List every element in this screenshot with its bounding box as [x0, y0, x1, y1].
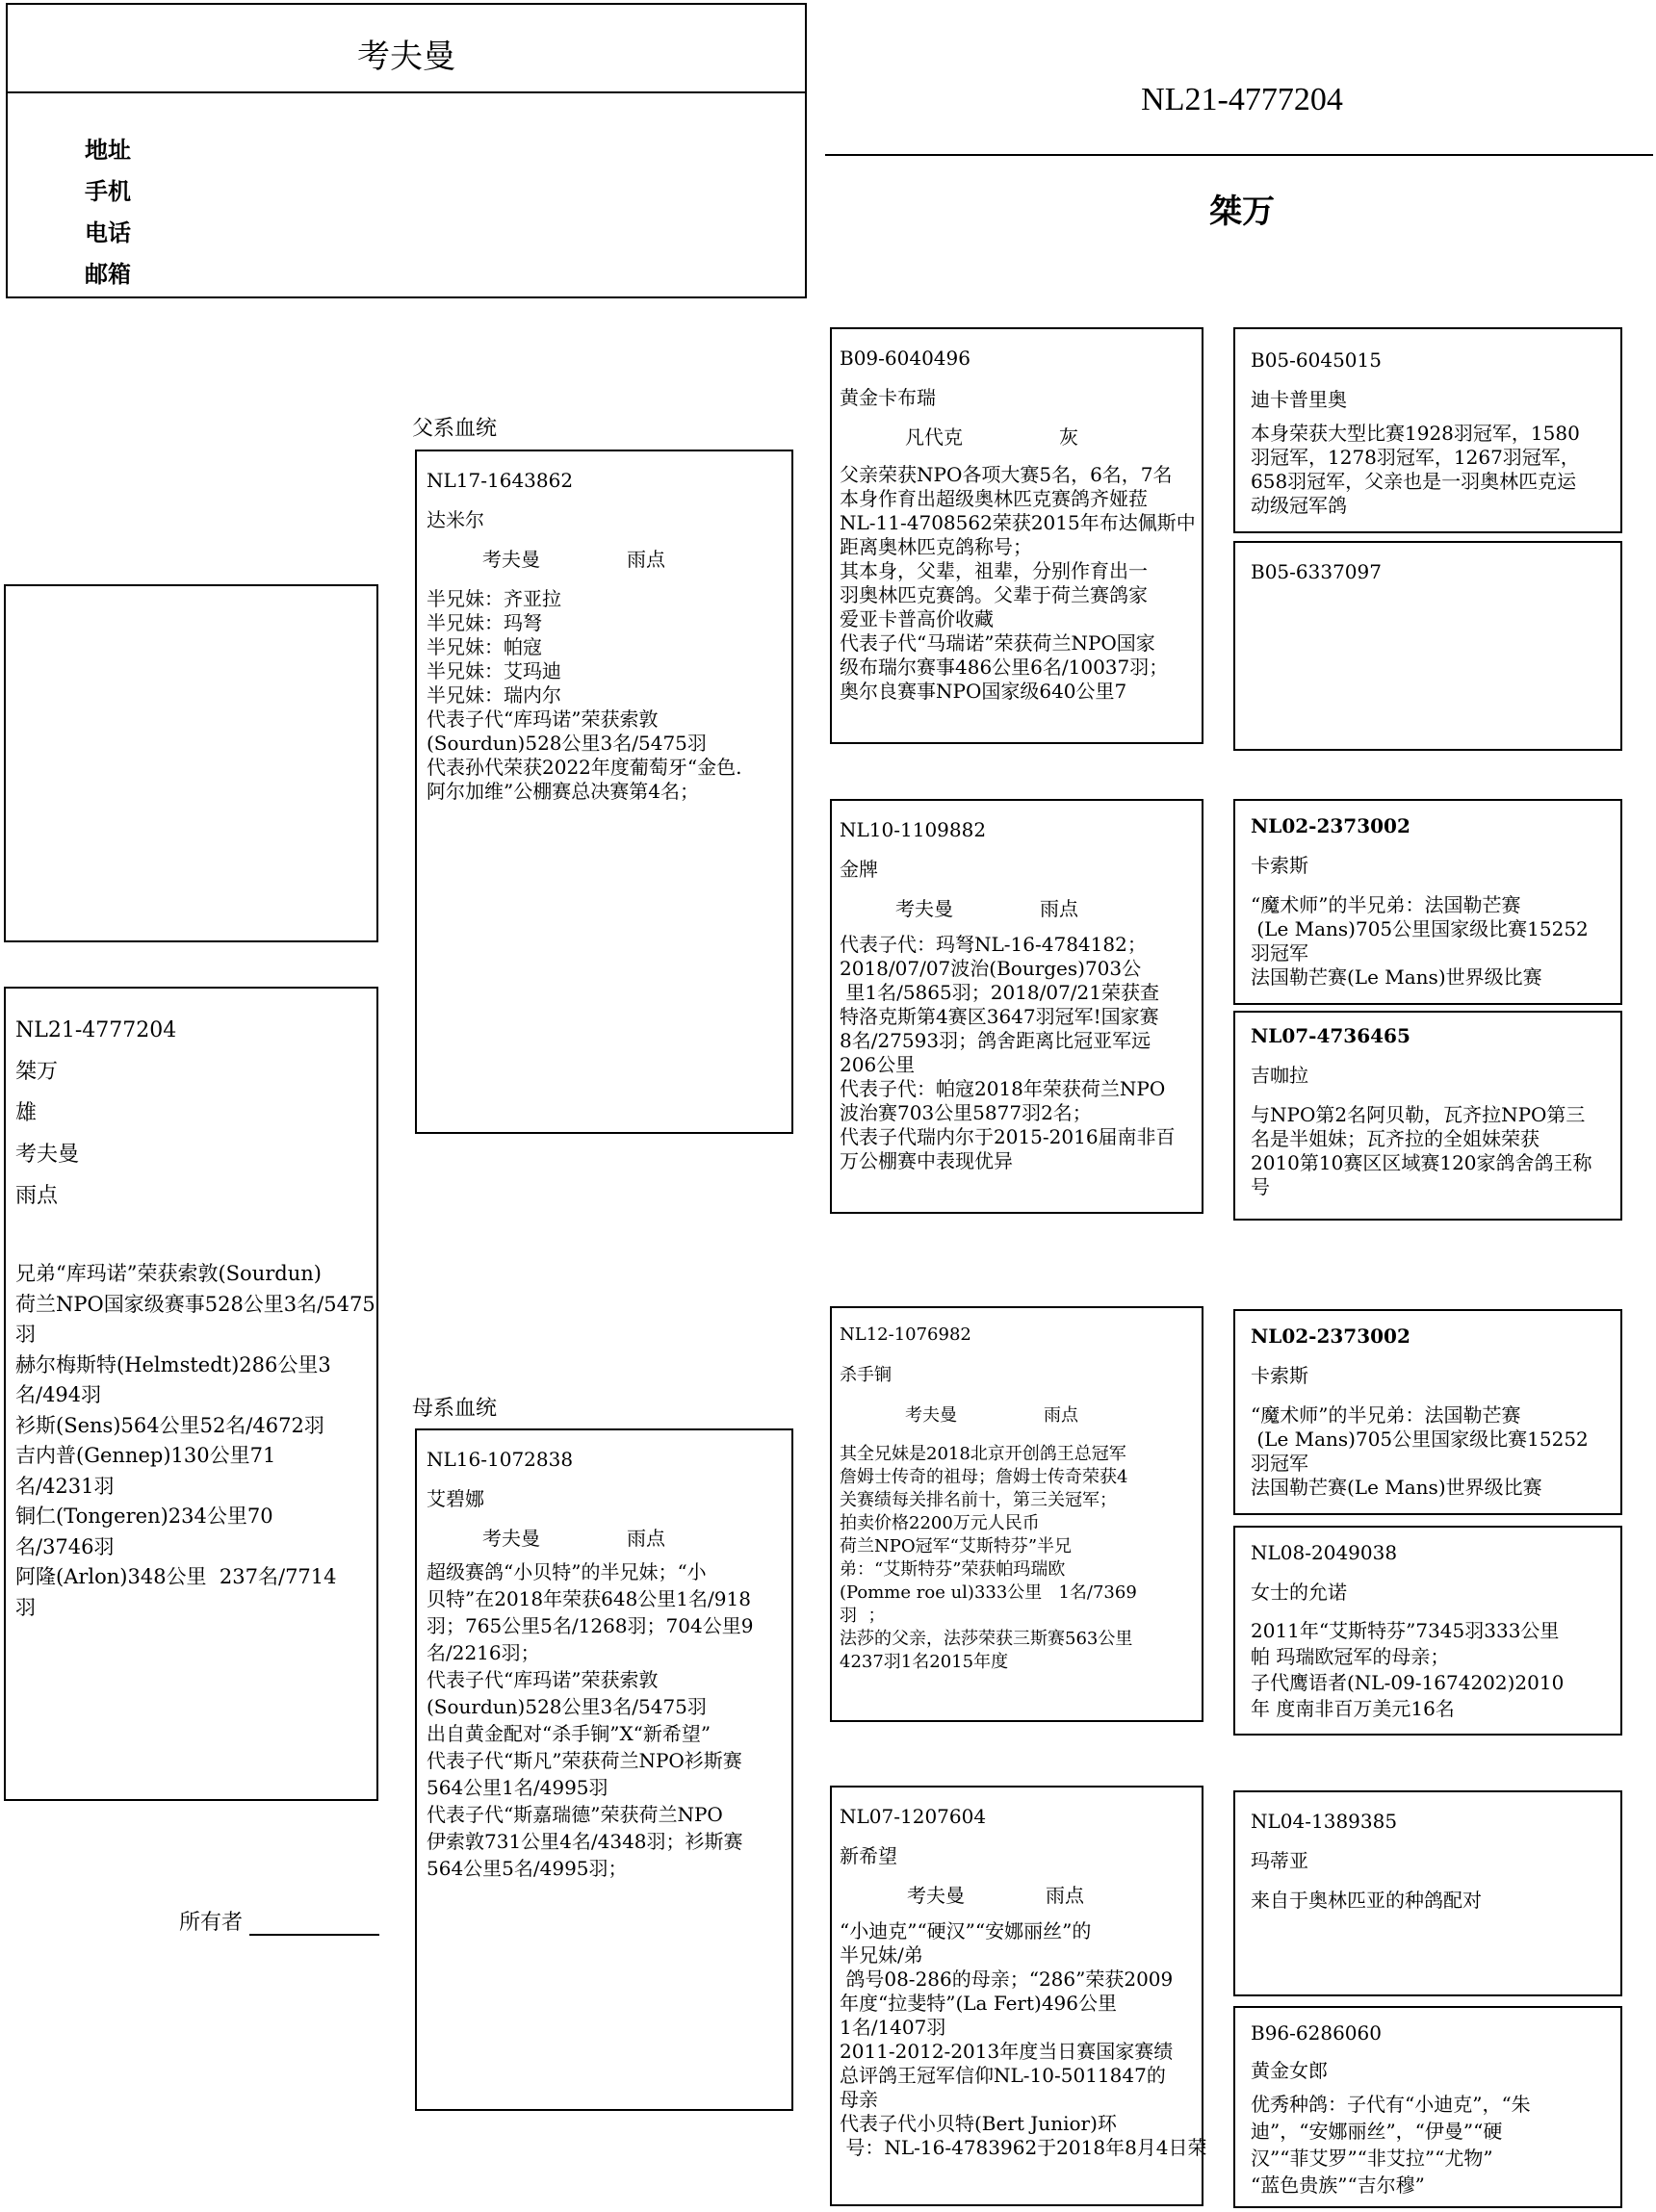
- paternal-label: 父系血统: [412, 417, 498, 441]
- note-line: 詹姆士传奇的祖母；詹姆士传奇荣获4: [840, 1467, 1128, 1487]
- note-line: 代表子代“斯嘉瑞德”荣获荷兰NPO: [427, 1803, 723, 1826]
- note-line: 1名/1407羽: [840, 2016, 946, 2039]
- note-line: 优秀种鸽：子代有“小迪克”，“朱: [1251, 2093, 1531, 2116]
- note-line: 距离奥林匹克鸽称号；: [840, 535, 1032, 558]
- granddam2-box: [830, 1786, 1207, 2206]
- granddam2-ring: NL07-1207604: [840, 1805, 987, 1828]
- header-ring: NL21-4777204: [1141, 82, 1343, 117]
- note-line: 半兄妹：瑞内尔: [427, 683, 561, 707]
- great-grandsire2-ring: NL02-2373002: [1251, 814, 1410, 837]
- note-line: 伊索敦731公里4名/4348羽；衫斯赛: [427, 1830, 743, 1853]
- owner-signature: [179, 1906, 379, 1936]
- granddam2-notes: [840, 1919, 1207, 2160]
- note-line: 羽奥林匹克赛鸽。父辈于荷兰赛鸽家: [840, 583, 1148, 606]
- note-line: (Sourdun)528公里3名/5475羽: [427, 732, 707, 755]
- note-line: 名/4231羽: [15, 1474, 115, 1498]
- note-line: “魔术师”的半兄弟：法国勒芒赛: [1251, 893, 1521, 916]
- note-line: 代表子代“斯凡”荣获荷兰NPO衫斯赛: [427, 1749, 742, 1772]
- sire-breeder: 考夫曼: [482, 548, 540, 571]
- note-line: 代表子代小贝特(Bert Junior)环: [840, 2112, 1117, 2135]
- great-grandsire3-notes: [1251, 1403, 1605, 1500]
- dam-name: 艾碧娜: [427, 1487, 484, 1510]
- great-granddam2-name: 吉咖拉: [1251, 1064, 1308, 1087]
- note-line: 号：NL-16-4783962于2018年8月4日荣: [840, 2136, 1207, 2159]
- note-line: 帕 玛瑞欧冠军的母亲；: [1251, 1645, 1450, 1668]
- great-grandsire3-box: [1233, 1309, 1622, 1515]
- grandsire2-notes: [840, 1443, 1194, 1674]
- note-line: 名/2216羽；: [427, 1641, 540, 1664]
- sire-notes: [427, 587, 782, 804]
- note-line: 鸽号08-286的母亲；“286”荣获2009: [840, 1968, 1174, 1991]
- note-line: 赫尔梅斯特(Helmstedt)286公里3: [15, 1352, 331, 1376]
- great-grandsire1-ring: B05-6045015: [1251, 348, 1382, 372]
- note-line: NL-11-4708562荣获2015年布达佩斯中: [840, 511, 1196, 534]
- dam-notes: [427, 1558, 782, 1882]
- grandsire2-breeder-color: [905, 1404, 1194, 1428]
- grandsire1-notes: [840, 463, 1194, 704]
- note-line: 4237羽1名2015年度: [840, 1652, 1009, 1672]
- note-line: 658羽冠军，父亲也是一羽奥林匹克运: [1251, 470, 1577, 493]
- note-line: 阿隆(Arlon)348公里 237名/7714: [15, 1565, 337, 1588]
- great-grandsire4-name: 玛蒂亚: [1251, 1849, 1308, 1872]
- note-line: 羽冠军: [1251, 941, 1308, 965]
- note-line: 动级冠军鸽: [1251, 494, 1347, 517]
- note-line: “魔术师”的半兄弟：法国勒芒赛: [1251, 1403, 1521, 1427]
- photo-frame: [4, 584, 378, 942]
- owner-phone-label: 电话: [85, 219, 131, 246]
- great-granddam4-ring: B96-6286060: [1251, 2021, 1382, 2045]
- note-line: 半兄妹：玛弩: [427, 611, 542, 634]
- sire-color: 雨点: [627, 548, 665, 571]
- grandsire2-ring: NL12-1076982: [840, 1325, 971, 1345]
- owner-divider: [8, 91, 805, 93]
- signature-line: [249, 1911, 379, 1936]
- great-granddam2-notes: [1251, 1103, 1605, 1199]
- grandsire1-ring: B09-6040496: [840, 347, 970, 370]
- note-line: 代表子代：帕寇2018年荣获荷兰NPO: [840, 1077, 1166, 1100]
- note-line: 荷兰NPO国家级赛事528公里3名/5475: [15, 1292, 375, 1316]
- dam-breeder-color: [482, 1527, 782, 1551]
- subject-notes: [15, 1259, 375, 1623]
- note-line: 级布瑞尔赛事486公里6名/10037羽；: [840, 656, 1169, 679]
- granddam2-name: 新希望: [840, 1844, 897, 1867]
- note-line: 代表子代：玛弩NL-16-4784182；: [840, 933, 1147, 956]
- owner-fields: [85, 130, 131, 296]
- granddam1-color: 雨点: [1040, 897, 1078, 920]
- note-line: 奥尔良赛事NPO国家级640公里7: [840, 680, 1127, 703]
- note-line: 羽 ；: [840, 1606, 886, 1626]
- note-line: 代表子代“库玛诺”荣获索敦: [427, 707, 659, 731]
- note-line: 阿尔加维”公棚赛总决赛第4名；: [427, 780, 699, 803]
- note-line: 半兄妹：齐亚拉: [427, 587, 561, 610]
- great-granddam3-notes: [1251, 1618, 1605, 1722]
- note-line: 法莎的父亲，法莎荣获三斯赛563公里: [840, 1629, 1133, 1649]
- great-grandsire2-box: [1233, 799, 1622, 1005]
- great-granddam4-name: 黄金女郎: [1251, 2059, 1328, 2082]
- note-line: (Le Mans)705公里国家级比赛15252: [1251, 1428, 1589, 1451]
- note-line: 羽: [15, 1323, 36, 1346]
- note-line: 迪”，“安娜丽丝”，“伊曼”“硬: [1251, 2120, 1503, 2143]
- note-line: 贝特”在2018年荣获648公里1名/918: [427, 1587, 751, 1610]
- note-line: “小迪克”“硬汉”“安娜丽丝”的: [840, 1919, 1092, 1942]
- great-granddam4-box: [1233, 2006, 1622, 2208]
- granddam1-box: [830, 799, 1203, 1214]
- note-line: 吉内普(Gennep)130公里71: [15, 1444, 276, 1467]
- note-line: 爱亚卡普高价收藏: [840, 607, 994, 630]
- granddam2-breeder: 考夫曼: [907, 1884, 965, 1907]
- great-grandsire1-notes: [1251, 422, 1605, 518]
- note-line: 与NPO第2名阿贝勒，瓦齐拉NPO第三: [1251, 1103, 1586, 1126]
- great-granddam1-box: [1233, 541, 1622, 751]
- great-grandsire3-name: 卡索斯: [1251, 1364, 1308, 1387]
- owner-signature-label: 所有者: [179, 1911, 244, 1935]
- great-granddam3-name: 女士的允诺: [1251, 1581, 1347, 1604]
- great-grandsire2-name: 卡索斯: [1251, 854, 1308, 877]
- sire-ring: NL17-1643862: [427, 469, 574, 492]
- note-line: 羽冠军: [1251, 1452, 1308, 1475]
- note-line: 波治赛703公里5877羽2名；: [840, 1101, 1092, 1124]
- note-line: 兄弟“库玛诺”荣获索敦(Sourdun): [15, 1262, 322, 1285]
- note-line: 弟：“艾斯特芬”荣获帕玛瑞欧: [840, 1559, 1066, 1580]
- note-line: 代表子代瑞内尔于2015-2016届南非百: [840, 1125, 1176, 1148]
- grandsire1-breeder: 凡代克: [905, 425, 963, 449]
- sire-box: [415, 450, 793, 1134]
- note-line: 其全兄妹是2018北京开创鸽王总冠军: [840, 1444, 1126, 1464]
- maternal-label: 母系血统: [412, 1397, 498, 1421]
- note-line: 代表子代“马瑞诺”荣获荷兰NPO国家: [840, 631, 1155, 655]
- note-line: 羽冠军，1278羽冠军，1267羽冠军，: [1251, 446, 1580, 469]
- note-line: 代表子代“库玛诺”荣获索敦: [427, 1668, 659, 1691]
- note-line: 关赛绩每关排名前十，第三关冠军；: [840, 1490, 1117, 1510]
- granddam2-color: 雨点: [1046, 1884, 1084, 1907]
- great-grandsire1-name: 迪卡普里奥: [1251, 388, 1347, 411]
- note-line: 年度“拉斐特”(La Fert)496公里: [840, 1992, 1118, 2015]
- dam-breeder: 考夫曼: [482, 1527, 540, 1550]
- note-line: 万公棚赛中表现优异: [840, 1149, 1013, 1172]
- granddam1-name: 金牌: [840, 858, 878, 881]
- note-line: 法国勒芒赛(Le Mans)世界级比赛: [1251, 965, 1542, 989]
- grandsire2-name: 杀手锏: [840, 1365, 892, 1385]
- great-grandsire4-ring: NL04-1389385: [1251, 1810, 1398, 1833]
- owner-box: [6, 3, 807, 298]
- subject-color: 雨点: [15, 1184, 59, 1208]
- note-line: “蓝色贵族”“吉尔穆”: [1251, 2173, 1425, 2197]
- great-grandsire1-box: [1233, 327, 1622, 533]
- grandsire1-color: 灰: [1059, 425, 1078, 449]
- note-line: 206公里: [840, 1053, 916, 1076]
- granddam1-notes: [840, 933, 1194, 1173]
- great-granddam2-box: [1233, 1011, 1622, 1221]
- header-name: 桀万: [1209, 193, 1275, 231]
- note-line: 荷兰NPO冠军“艾斯特芬”半兄: [840, 1536, 1073, 1556]
- note-line: 总评鸽王冠军信仰NL-10-5011847的: [840, 2064, 1166, 2087]
- note-line: 拍卖价格2200万元人民币: [840, 1513, 1040, 1533]
- note-line: 超级赛鸽“小贝特”的半兄妹；“小: [427, 1560, 707, 1583]
- note-line: 其本身，父辈，祖辈，分别作育出一: [840, 559, 1148, 582]
- subject-ring: NL21-4777204: [15, 1018, 177, 1042]
- owner-name: 考夫曼: [357, 38, 455, 76]
- grandsire2-breeder: 考夫曼: [905, 1405, 957, 1426]
- note-line: 羽；765公里5名/1268羽；704公里9: [427, 1614, 754, 1637]
- great-granddam4-notes: [1251, 2091, 1605, 2199]
- great-grandsire4-notes: [1251, 1889, 1605, 1913]
- note-line: 本身作育出超级奥林匹克赛鸽齐娅菈: [840, 487, 1148, 510]
- grandsire1-name: 黄金卡布瑞: [840, 386, 936, 409]
- dam-ring: NL16-1072838: [427, 1448, 574, 1471]
- note-line: 特洛克斯第4赛区3647羽冠军!国家赛: [840, 1005, 1159, 1028]
- grandsire1-breeder-color: [905, 425, 1194, 450]
- note-line: 父亲荣获NPO各项大赛5名，6名，7名: [840, 463, 1173, 486]
- note-line: 2018/07/07波治(Bourges)703公: [840, 957, 1142, 980]
- note-line: 名/494羽: [15, 1383, 102, 1406]
- note-line: 名是半姐妹；瓦齐拉的全姐妹荣获: [1251, 1127, 1540, 1150]
- granddam2-breeder-color: [907, 1884, 1194, 1908]
- subject-breeder: 考夫曼: [15, 1143, 80, 1167]
- granddam1-ring: NL10-1109882: [840, 818, 987, 841]
- note-line: 来自于奥林匹亚的种鸽配对: [1251, 1889, 1482, 1912]
- note-line: 半兄妹：帕寇: [427, 635, 542, 658]
- great-grandsire3-ring: NL02-2373002: [1251, 1325, 1410, 1348]
- note-line: 2011-2012-2013年度当日赛国家赛绩: [840, 2040, 1174, 2063]
- great-granddam1-ring: B05-6337097: [1251, 560, 1382, 583]
- great-granddam2-ring: NL07-4736465: [1251, 1024, 1410, 1047]
- header-divider: [825, 154, 1653, 156]
- dam-color: 雨点: [627, 1527, 665, 1550]
- note-line: 子代鹰语者(NL-09-1674202)2010: [1251, 1671, 1565, 1694]
- great-grandsire2-notes: [1251, 893, 1605, 990]
- granddam1-breeder: 考夫曼: [895, 897, 953, 920]
- dam-box: [415, 1428, 793, 2111]
- grandsire2-color: 雨点: [1044, 1405, 1078, 1426]
- note-line: 半兄妹：艾玛迪: [427, 659, 561, 682]
- note-line: 年 度南非百万美元16名: [1251, 1697, 1455, 1720]
- note-line: 8名/27593羽；鸽舍距离比冠亚军远: [840, 1029, 1151, 1052]
- sire-breeder-color: [482, 548, 782, 572]
- note-line: 半兄妹/弟: [840, 1943, 923, 1967]
- note-line: 出自黄金配对“杀手锏”X“新希望”: [427, 1722, 712, 1745]
- note-line: 衫斯(Sens)564公里52名/4672羽: [15, 1413, 324, 1437]
- owner-mobile-label: 手机: [85, 178, 131, 205]
- note-line: 羽: [15, 1595, 36, 1619]
- note-line: 2010第10赛区区域赛120家鸽舍鸽王称: [1251, 1151, 1592, 1174]
- grandsire2-box: [830, 1306, 1203, 1722]
- note-line: 564公里1名/4995羽: [427, 1776, 608, 1799]
- note-line: (Sourdun)528公里3名/5475羽: [427, 1695, 707, 1718]
- note-line: 2011年“艾斯特芬”7345羽333公里: [1251, 1619, 1560, 1642]
- note-line: 号: [1251, 1175, 1270, 1198]
- subject-box: [4, 987, 378, 1801]
- granddam1-breeder-color: [895, 897, 1194, 921]
- subject-name: 桀万: [15, 1060, 59, 1084]
- note-line: 铜仁(Tongeren)234公里70: [15, 1505, 273, 1528]
- great-granddam3-ring: NL08-2049038: [1251, 1541, 1398, 1564]
- note-line: 母亲: [840, 2088, 878, 2111]
- grandsire1-box: [830, 327, 1203, 744]
- note-line: 代表孙代荣获2022年度葡萄牙“金色.: [427, 756, 742, 779]
- great-granddam3-box: [1233, 1526, 1622, 1736]
- note-line: 法国勒芒赛(Le Mans)世界级比赛: [1251, 1476, 1542, 1499]
- note-line: 本身荣获大型比赛1928羽冠军，1580: [1251, 422, 1580, 445]
- note-line: (Le Mans)705公里国家级比赛15252: [1251, 917, 1589, 940]
- great-grandsire4-box: [1233, 1790, 1622, 1996]
- note-line: (Pomme roe ul)333公里 1名/7369: [840, 1582, 1137, 1603]
- subject-sex: 雄: [15, 1101, 38, 1125]
- note-line: 名/3746羽: [15, 1534, 115, 1558]
- owner-email-label: 邮箱: [85, 261, 131, 288]
- note-line: 汉”“菲艾罗”“非艾拉”“尤物”: [1251, 2147, 1493, 2170]
- note-line: 里1名/5865羽；2018/07/21荣获查: [840, 981, 1159, 1004]
- note-line: 564公里5名/4995羽；: [427, 1857, 628, 1880]
- sire-name: 达米尔: [427, 508, 484, 531]
- owner-address-label: 地址: [85, 137, 131, 164]
